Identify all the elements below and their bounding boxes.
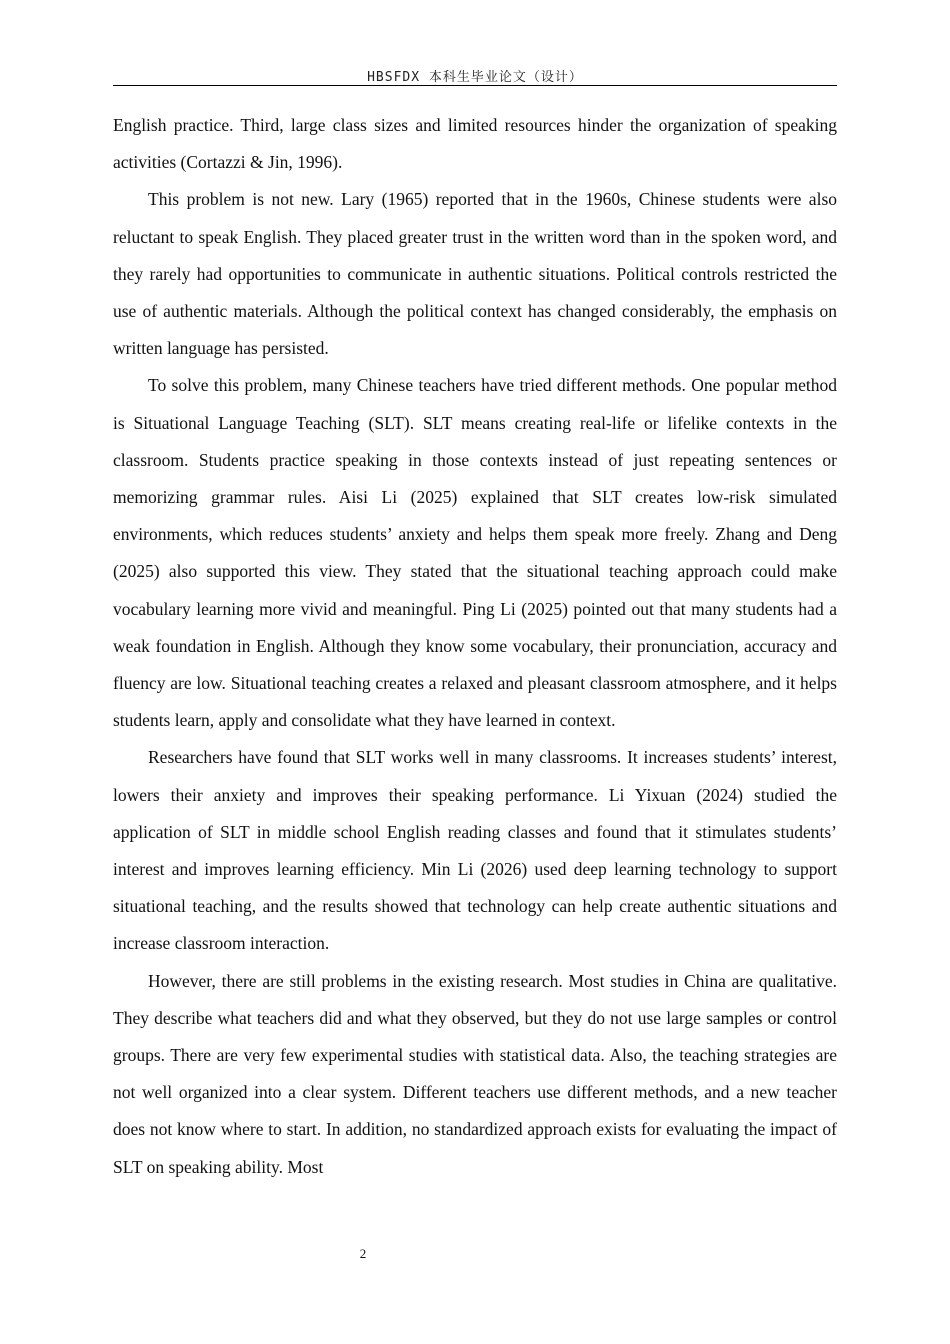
header-rule — [113, 85, 837, 86]
page-number: 2 — [359, 1246, 367, 1261]
paragraph: However, there are still problems in the existing research. Most studies in China are qualitative. They describe what teachers did and what they observed, but they do not use large samples or control groups. There are very few experimental studies with statistical data. Also, the teaching strategies are not well organized into a clear system. Different teachers use different methods, and a new teacher does not know where to start. In addition, no standardized approach exists for evaluating the impact of SLT on speaking ability. Most — [113, 970, 837, 1177]
paragraph: To solve this problem, many Chinese teachers have tried different methods. One popular method is Situational Language Teaching (SLT). SLT means creating real-life or lifelike contexts in the classroom. Students practice speaking in those contexts instead of just repeating sentences or memorizing grammar rules. Aisi Li (2025) explained that SLT creates low-risk simulated environments, which reduces students’ anxiety and helps them speak more freely. Zhang and Deng (2025) also supported this view. They stated that the situational teaching approach could make vocabulary learning more vivid and meaningful. Ping Li (2025) pointed out that many students had a weak foundation in English. Although they know some vocabulary, their pronunciation, accuracy and fluency are low. Situational teaching creates a relaxed and pleasant classroom atmosphere, and it helps students learn, apply and consolidate what they have learned in context. — [113, 375, 837, 731]
page-header: HBSFDX 本科生毕业论文（设计） — [367, 70, 583, 85]
paragraph-continued: English practice. Third, large class sizes and limited resources hinder the organization of speaking activities (Cortazzi & Jin, 1996). — [113, 115, 837, 173]
paragraph: Researchers have found that SLT works well in many classrooms. It increases students’ interest, lowers their anxiety and improves their speaking performance. Li Yixuan (2024) studied the application of SLT in middle school English reading classes and found that it stimulates students’ interest and improves learning efficiency. Min Li (2026) used deep learning technology to support situational teaching, and the results showed that technology can help create authentic situations and increase classroom interaction. — [113, 747, 837, 954]
paragraph: This problem is not new. Lary (1965) reported that in the 1960s, Chinese students were also reluctant to speak English. They placed greater trust in the written word than in the spoken word, and they rarely had opportunities to communicate in authentic situations. Political controls restricted the use of authentic materials. Although the political context has changed considerably, the emphasis on written language has persisted. — [113, 189, 837, 359]
body-text — [113, 107, 837, 1186]
